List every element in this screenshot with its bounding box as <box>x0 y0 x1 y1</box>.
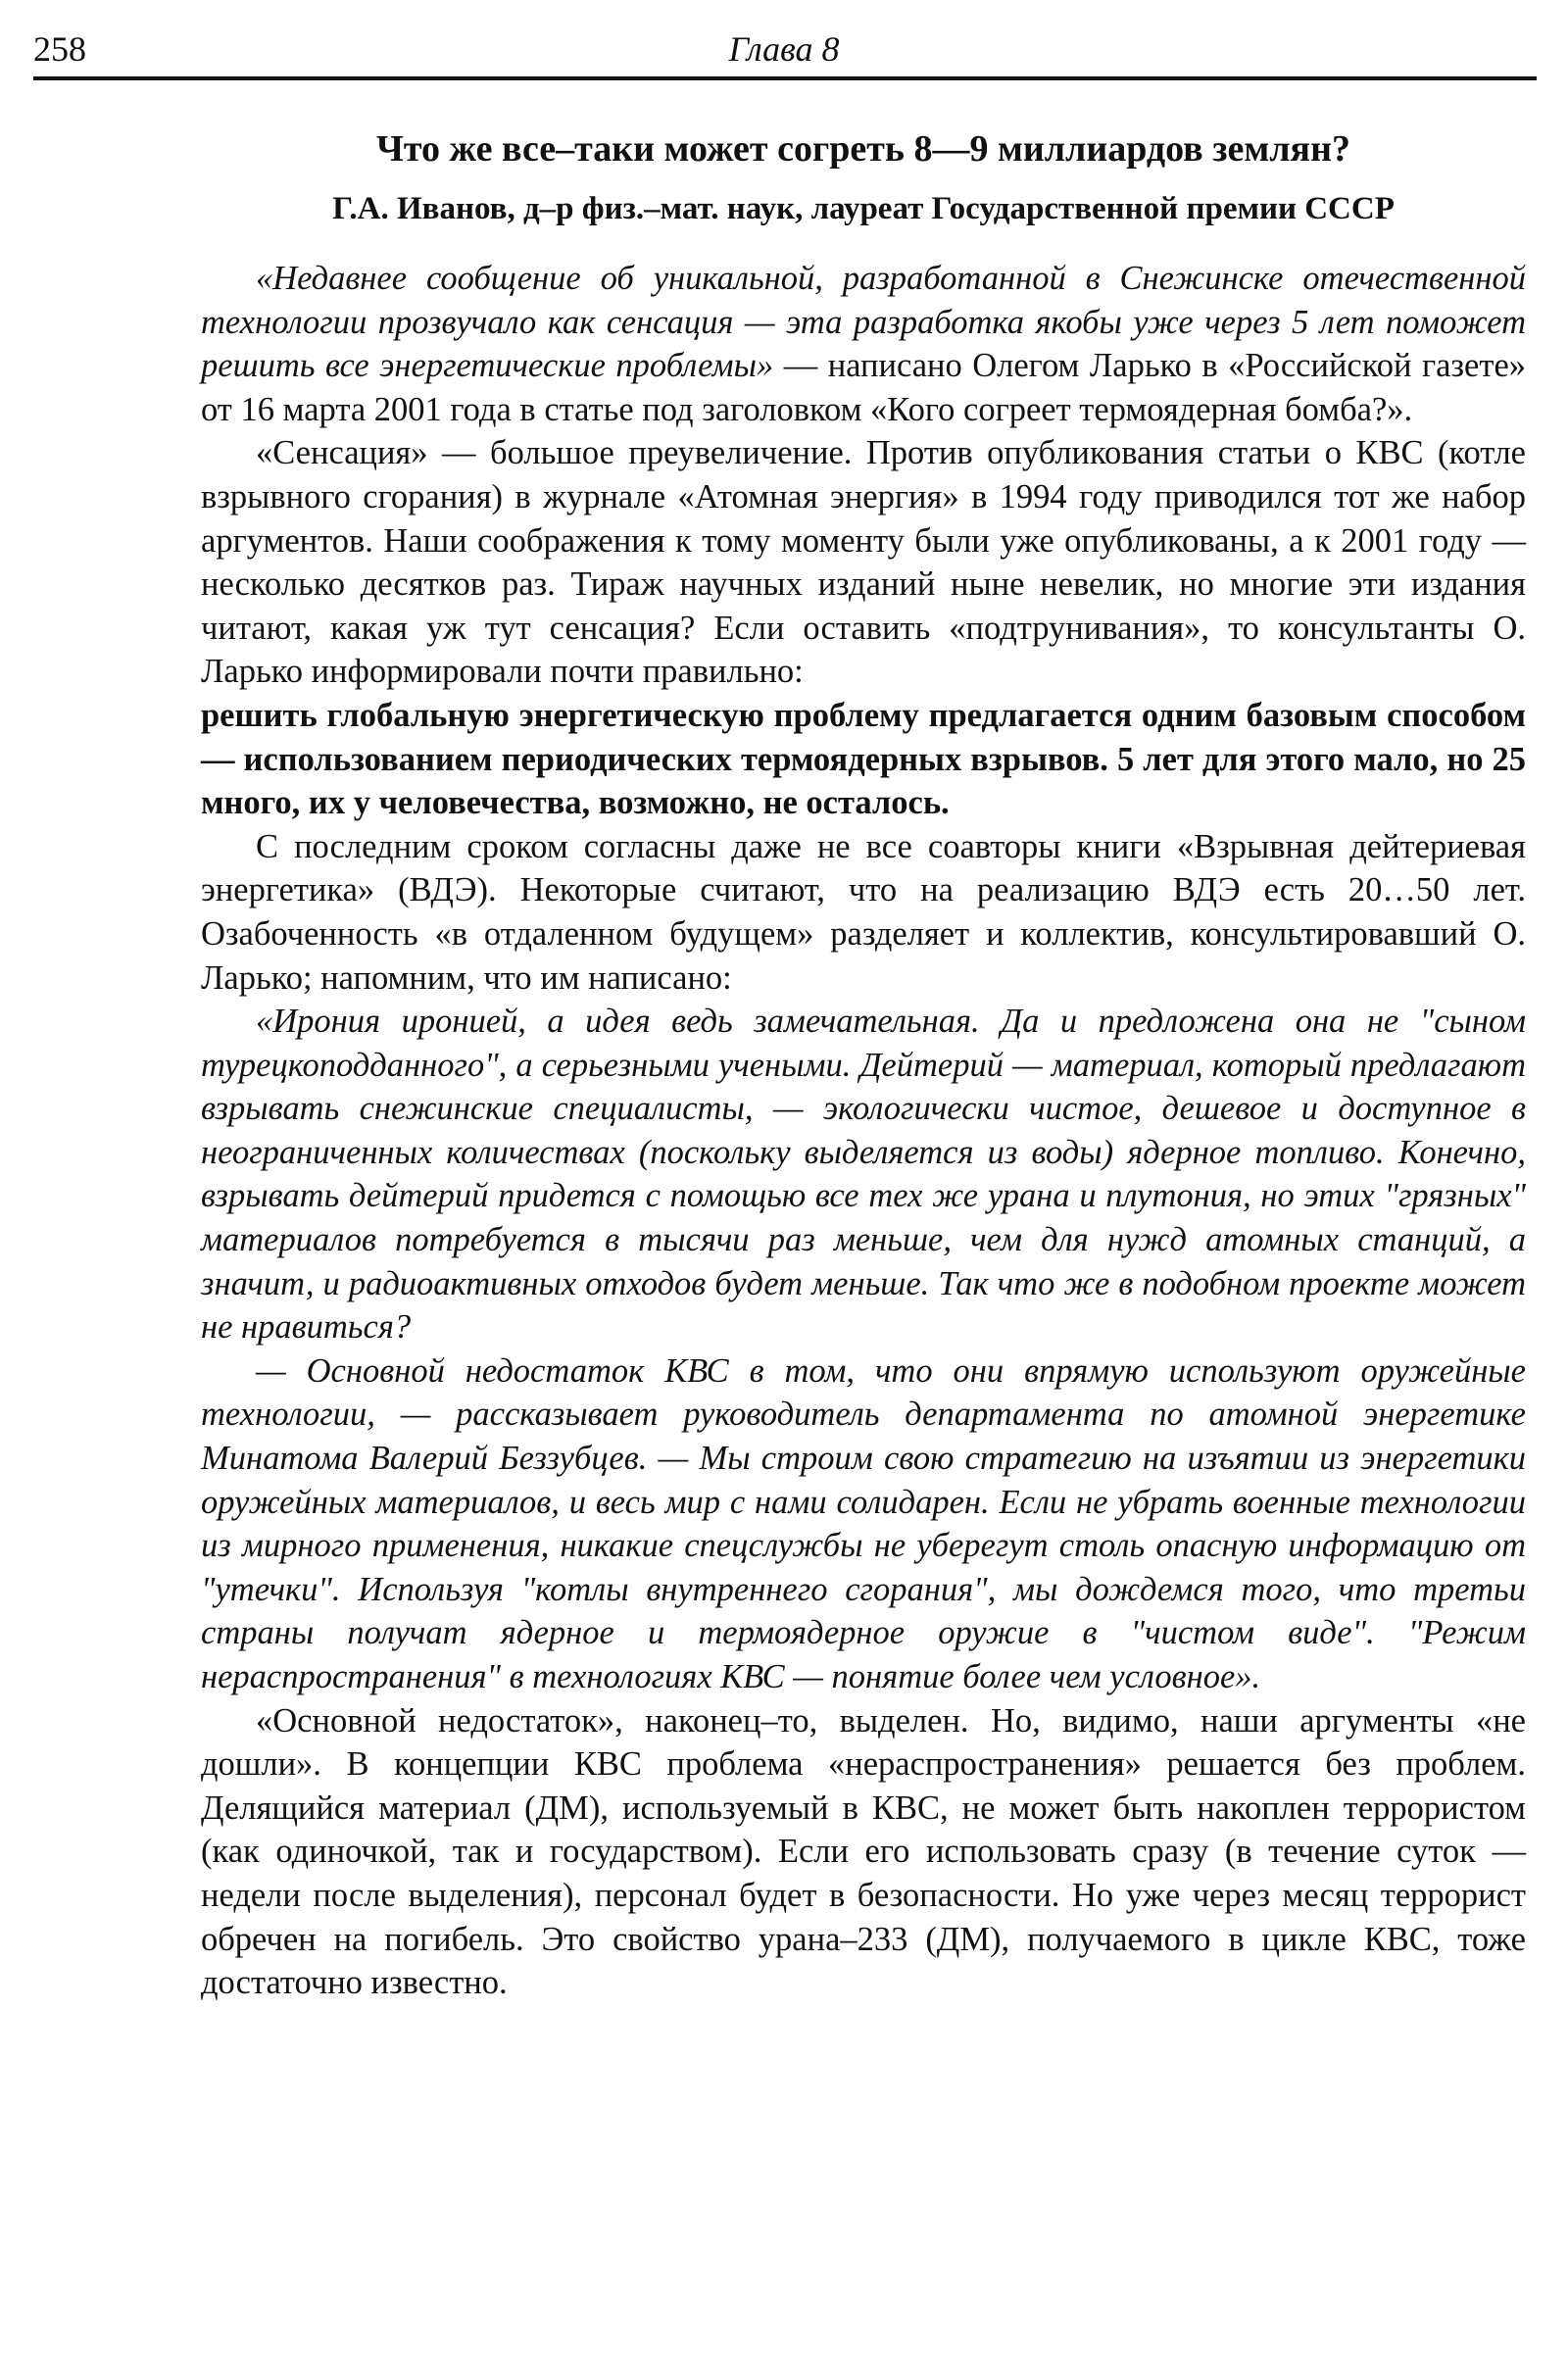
paragraph-7: «Основной недостаток», наконец–то, выделен. Но, видимо, наши аргументы «не дошли». В концепции КВС проблема «нераспространения» решается без проблем. Делящийся материал (ДМ), используемый в КВС, не может быть накоплен террористом (как одиночкой, так и государством). Если его использовать сразу (в течение суток — недели после выделения), персонал будет в безопасности. Но уже через месяц террорист обречен на погибель. Это свойство урана–233 (ДМ), получаемого в цикле КВС, тоже достаточно известно. <box>201 1701 1526 2002</box>
chapter-title: Глава 8 <box>728 29 840 69</box>
article-author: Г.А. Иванов, д–р физ.–мат. наук, лауреат Государственной премии СССР <box>332 191 1395 226</box>
article-title: Что же все–таки может согреть 8—9 миллиардов землян? <box>375 128 1350 170</box>
paragraph-4: С последним сроком согласны даже не все соавторы книги «Взрывная дейтериевая энергетика» (ВДЭ). Некоторые считают, что на реализацию ВДЭ есть 20…50 лет. Озабоченность «в отдаленном будущем» разделяет и коллектив, консультировавший О. Ларько; напомним, что им написано: <box>201 827 1526 997</box>
paragraph-6-quote: — Основной недостаток КВС в том, что они впрямую используют оружейные технологии, — рассказывает руководитель департамента по атомной энергетике Минатома Валерий Беззубцев. — Мы строим свою стратегию на изъятии из энергетики оружейных материалов, и весь мир с нами солидарен. Если не убрать военные технологии из мирного применения, никакие спецслужбы не уберегут столь опасную информацию от "утечки". Используя "котлы внутреннего сгорания", мы дождемся того, что третьи страны получат ядерное и термоядерное оружие в "чистом виде". "Режим нераспространения" в технологиях КВС — понятие более чем условное». <box>201 1351 1526 1695</box>
paragraph-5-quote: «Ирония иронией, а идея ведь замечательная. Да и предложена она не "сыном турецкоподданного", а серьезными учеными. Дейтерий — материал, который предлагают взрывать снежинские специалисты, — экологически чистое, дешевое и доступное в неограниченных количествах (поскольку выделяется из воды) ядерное топливо. Конечно, взрывать дейтерий придется с помощью все тех же урана и плутония, но этих "грязных" материалов потребуется в тысячи раз меньше, чем для нужд атомных станций, а значит, и радиоактивных отходов будет меньше. Так что же в подобном проекте может не нравиться? <box>201 1003 1526 1347</box>
running-head <box>33 29 1535 69</box>
paragraph-1 <box>201 257 1526 431</box>
paragraph-3-bold: решить глобальную энергетическую проблему предлагается одним базовым способом — использованием периодических термоядерных взрывов. 5 лет для этого мало, но 25 много, их у человечества, возможно, не осталось. <box>201 696 1526 822</box>
paragraph-2: «Сенсация» — большое преувеличение. Против опубликования статьи о КВС (котле взрывного сгорания) в журнале «Атомная энергия» в 1994 году приводился тот же набор аргументов. Наши соображения к тому моменту были уже опубликованы, а к 2001 году — несколько десятков раз. Тираж научных изданий ныне невелик, но многие эти издания читают, какая уж тут сенсация? Если оставить «подтрунивания», то консультанты О. Ларько информировали почти правильно: <box>201 434 1526 691</box>
article-body <box>201 125 1526 2005</box>
header-rule <box>33 76 1537 80</box>
page-number: 258 <box>33 29 86 69</box>
paragraph-1-rest: — написано Олегом Ларько в «Российской газете» от 16 марта 2001 года в статье под заголовком «Кого согреет термоядерная бомба?». <box>201 347 1527 428</box>
quote-rg: «Недавнее сообщение об уникальной, разработанной в Снежинске отечественной технологии прозвучало как сенсация — эта разработка якобы уже через 5 лет поможет решить все энергетические проблемы» <box>201 260 1526 385</box>
